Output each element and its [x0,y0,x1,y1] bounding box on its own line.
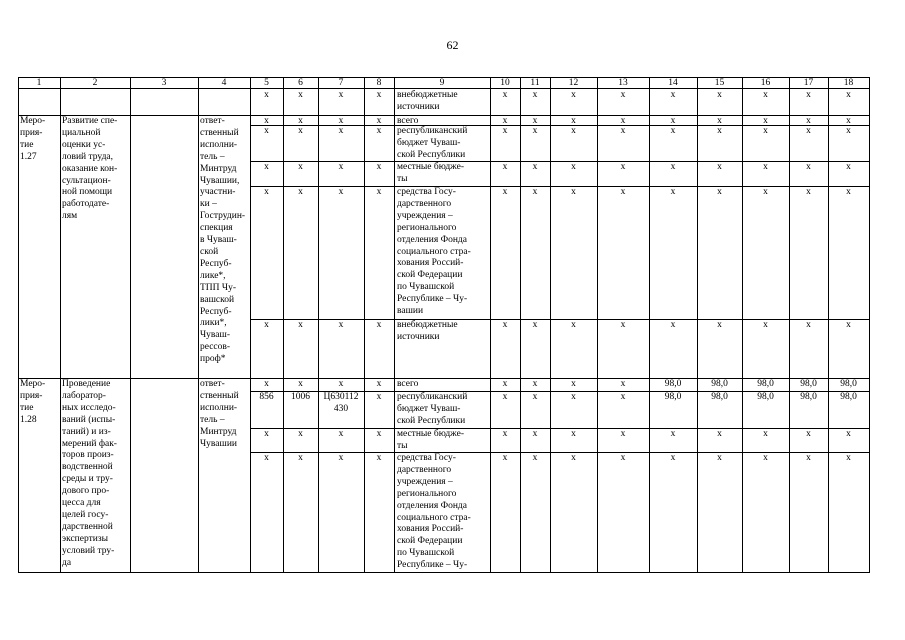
x-mark: x [717,116,722,126]
x-mark: x [717,429,722,439]
funding-source: внебюджетные источники [397,320,458,342]
x-mark: x [264,429,269,439]
x-mark: x [571,126,576,136]
x-mark: x [763,320,768,330]
funding-source: местные бюдже- ты [397,162,464,184]
header-col-10: 10 [500,78,510,88]
x-mark: x [846,187,851,197]
x-mark: x [532,126,538,136]
x-mark: x [502,126,508,136]
measure-executors: ответ- ственный исполни- тель – Минтруд Чувашии, участни- ки – Гострудин- спекция в Чуваш- ской Респуб- лике*, ТПП Чу- вашской Респуб- лики*, Чуваш- рессов- проф* [200,116,246,365]
x-mark: x [264,379,269,389]
column-rule-8 [394,77,395,573]
x-mark: x [532,162,538,172]
header-col-3: 3 [161,78,167,88]
x-mark: x [717,90,722,100]
x-mark: x [763,90,768,100]
x-mark: x [376,392,382,402]
x-mark: x [264,90,269,100]
column-rule-0 [18,77,19,573]
funding-source: местные бюдже- ты [397,429,464,451]
x-mark: x [502,90,508,100]
x-mark: x [264,162,269,172]
x-mark: x [846,116,851,126]
funding-source: средства Госу- дарственного учреждения – регионального отделения Фонда социального стра- хования Россий- ской Федерации по Чувашской Республике – Чу- [397,453,471,571]
x-mark: x [806,90,811,100]
x-mark: x [532,90,538,100]
x-mark: x [298,429,303,439]
x-mark: x [763,187,768,197]
measure-label: Меро- прия- тие 1.28 [20,379,46,425]
x-mark: x [806,116,811,126]
value-cell: 98,0 [711,379,728,389]
x-mark: x [298,126,303,136]
x-mark: x [670,162,676,172]
header-col-6: 6 [298,78,303,88]
x-mark: x [338,453,344,463]
value-cell: 98,0 [664,379,682,389]
x-mark: x [571,320,576,330]
x-mark: x [532,453,538,463]
x-mark: x [763,453,768,463]
header-col-12: 12 [568,78,579,88]
x-mark: x [532,320,538,330]
x-mark: x [620,162,626,172]
x-mark: x [264,116,269,126]
x-mark: x [298,453,303,463]
x-mark: x [620,116,626,126]
x-mark: x [806,320,811,330]
x-mark: x [264,187,269,197]
measure-label: Меро- прия- тие 1.27 [20,116,46,162]
x-mark: x [620,392,626,402]
x-mark: x [846,429,851,439]
x-mark: x [717,126,722,136]
x-mark: x [298,187,303,197]
x-mark: x [670,116,676,126]
x-mark: x [502,429,508,439]
x-mark: x [298,162,303,172]
header-col-15: 15 [714,78,725,88]
measure-name: Проведение лаборатор- ных исследо- ваний (испы- таний) и из- мерений фак- торов произ- водственной среды и тру- дового про- цесса для целей госу- дарственной экспертизы условий тру- да [62,379,117,568]
header-col-14: 14 [668,78,678,88]
x-mark: x [376,187,382,197]
x-mark: x [763,116,768,126]
x-mark: x [620,379,626,389]
x-mark: x [846,453,851,463]
x-mark: x [376,116,382,126]
x-mark: x [298,116,303,126]
funding-source: республиканский бюджет Чуваш- ской Республики [397,126,468,160]
column-rule-3 [198,77,199,573]
value-cell: 98,0 [840,392,857,402]
value-cell: 98,0 [757,392,774,402]
x-mark: x [532,116,538,126]
x-mark: x [532,379,538,389]
funding-source: средства Госу- дарственного учреждения – регионального отделения Фонда социального стра- хования Россий- ской Федерации по Чувашской Республике – Чу- вашии [397,187,471,317]
x-mark: x [846,90,851,100]
x-mark: x [338,320,344,330]
header-col-9: 9 [439,78,445,88]
x-mark: x [376,453,382,463]
header-col-18: 18 [843,78,854,88]
funding-source: республиканский бюджет Чуваш- ской Республики [397,392,468,426]
x-mark: x [806,453,811,463]
value-cell: 98,0 [664,392,682,402]
x-mark: x [338,116,344,126]
x-mark: x [338,90,344,100]
x-mark: x [670,320,676,330]
value-cell: 98,0 [800,379,817,389]
x-mark: x [376,90,382,100]
code-rzpr: 1006 [291,392,310,402]
x-mark: x [571,116,576,126]
header-col-11: 11 [530,78,540,88]
header-col-16: 16 [760,78,771,88]
x-mark: x [670,90,676,100]
x-mark: x [571,392,576,402]
x-mark: x [763,162,768,172]
x-mark: x [620,187,626,197]
x-mark: x [376,162,382,172]
x-mark: x [846,126,851,136]
x-mark: x [376,429,382,439]
x-mark: x [338,429,344,439]
header-col-5: 5 [264,78,269,88]
x-mark: x [502,392,508,402]
x-mark: x [571,90,576,100]
value-cell: 98,0 [800,392,817,402]
x-mark: x [763,126,768,136]
header-col-1: 1 [36,78,42,88]
x-mark: x [806,126,811,136]
x-mark: x [571,429,576,439]
page-number: 62 [446,38,459,52]
x-mark: x [502,453,508,463]
x-mark: x [763,429,768,439]
x-mark: x [620,320,626,330]
value-cell: 98,0 [711,392,728,402]
x-mark: x [264,453,269,463]
x-mark: x [376,126,382,136]
x-mark: x [298,379,303,389]
x-mark: x [670,429,676,439]
header-col-7: 7 [338,78,344,88]
x-mark: x [532,392,538,402]
x-mark: x [502,320,508,330]
code-grbs: 856 [259,392,274,402]
x-mark: x [571,379,576,389]
x-mark: x [502,162,508,172]
x-mark: x [806,429,811,439]
measure-executors: ответ- ственный исполни- тель – Минтруд Чувашии [200,379,239,449]
x-mark: x [571,453,576,463]
x-mark: x [620,453,626,463]
x-mark: x [298,90,303,100]
x-mark: x [806,162,811,172]
x-mark: x [502,379,508,389]
x-mark: x [717,453,722,463]
x-mark: x [532,187,538,197]
column-rule-2 [130,77,131,573]
x-mark: x [502,187,508,197]
x-mark: x [806,187,811,197]
x-mark: x [376,379,382,389]
header-col-8: 8 [376,78,382,88]
x-mark: x [620,126,626,136]
funding-source: всего [397,116,419,126]
x-mark: x [620,429,626,439]
x-mark: x [376,320,382,330]
x-mark: x [670,187,676,197]
x-mark: x [264,320,269,330]
code-csr: Ц630112 430 [323,392,359,414]
header-col-4: 4 [221,78,227,88]
header-col-13: 13 [618,78,628,88]
x-mark: x [846,162,851,172]
x-mark: x [338,187,344,197]
x-mark: x [571,162,576,172]
x-mark: x [264,126,269,136]
source-extrabudgetary: внебюджетные источники [397,90,458,112]
header-col-2: 2 [92,78,98,88]
x-mark: x [620,90,626,100]
x-mark: x [670,453,676,463]
x-mark: x [846,320,851,330]
value-cell: 98,0 [840,379,857,389]
measure-name: Развитие спе- циальной оценки ус- ловий труда, оказание кон- сультацион- ной помощи работодате- лям [62,116,118,222]
value-cell: 98,0 [757,379,774,389]
x-mark: x [532,429,538,439]
funding-source: всего [397,379,419,389]
x-mark: x [670,126,676,136]
x-mark: x [338,126,344,136]
x-mark: x [338,162,344,172]
column-rule-1 [60,77,61,573]
header-col-17: 17 [803,78,814,88]
x-mark: x [298,320,303,330]
x-mark: x [502,116,508,126]
x-mark: x [717,320,722,330]
x-mark: x [338,379,344,389]
x-mark: x [717,162,722,172]
x-mark: x [571,187,576,197]
column-rule-18 [869,77,870,573]
x-mark: x [717,187,722,197]
